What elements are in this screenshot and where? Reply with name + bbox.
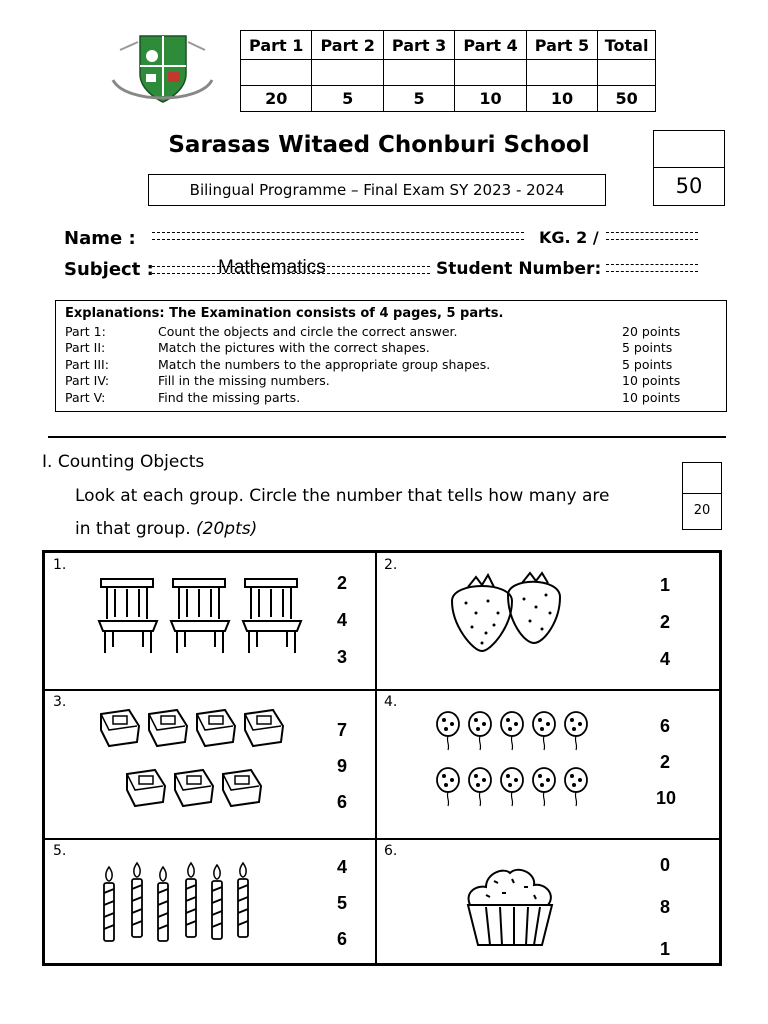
student-number-label: Student Number: [436,259,602,279]
score-header: Total [598,31,656,60]
question-number: 5. [53,843,67,859]
answer-option[interactable]: 4 [337,857,348,877]
answer-option[interactable]: 5 [337,893,348,913]
score-max: 5 [383,86,454,112]
explanation-points: 20 points [622,324,681,339]
section-title: I. Counting Objects [42,452,205,472]
score-header: Part 2 [312,31,383,60]
explanation-desc: Match the numbers to the appropriate group shapes. [158,357,491,372]
question-card [375,689,720,840]
answer-option[interactable]: 4 [660,649,671,669]
question-card [44,689,377,840]
score-blank-cell[interactable] [598,60,656,86]
answer-option[interactable]: 2 [660,752,671,772]
programme-title: Bilingual Programme – Final Exam SY 2023 - 2024 [148,174,606,206]
explanation-points: 5 points [622,340,673,355]
instruction-text: in that group. [75,519,191,539]
question-card [44,552,377,691]
student-number-field[interactable] [606,264,698,272]
candle-icon [101,861,261,941]
class-field[interactable] [606,232,698,240]
question-card [375,552,720,691]
score-blank-cell[interactable] [526,60,597,86]
cupcake-icon [464,861,556,947]
answer-option[interactable]: 1 [660,939,671,959]
explanation-desc: Match the pictures with the correct shapes. [158,340,430,355]
explanation-part: Part IV: [65,373,110,388]
total-score-box [653,130,725,206]
score-header: Part 4 [455,31,526,60]
question-card [375,838,720,964]
explanation-part: Part III: [65,357,109,372]
total-score-blank[interactable] [654,131,724,168]
answer-option[interactable]: 6 [337,929,348,949]
answer-option[interactable]: 9 [337,756,348,776]
school-logo-icon [110,30,215,110]
explanation-points: 10 points [622,390,681,405]
answer-option[interactable]: 10 [656,788,677,808]
answer-option[interactable]: 2 [660,612,671,632]
explanations-box [55,300,727,412]
answer-option[interactable]: 1 [660,575,671,595]
school-title: Sarasas Witaed Chonburi School [168,132,590,158]
explanation-row [65,357,715,373]
pencil-sharpener-icon [99,708,299,814]
section-points-value: 20 [693,503,711,518]
explanation-row [65,390,715,406]
chair-icon [95,575,305,655]
score-blank-cell[interactable] [455,60,526,86]
instruction-line-1: Look at each group. Circle the number that tells how many are [75,486,610,506]
name-field[interactable] [152,232,524,240]
question-number: 4. [384,694,398,710]
answer-option[interactable]: 8 [660,897,671,917]
explanation-row [65,373,715,389]
explanation-points: 5 points [622,357,673,372]
answer-option[interactable]: 0 [660,855,671,875]
question-grid [42,550,722,966]
answer-option[interactable]: 4 [337,610,348,630]
score-max: 5 [312,86,383,112]
answer-option[interactable]: 3 [337,647,348,667]
score-max: 20 [241,86,312,112]
answer-option[interactable]: 6 [337,792,348,812]
score-header: Part 3 [383,31,454,60]
question-number: 2. [384,557,398,573]
score-blank-cell[interactable] [241,60,312,86]
explanation-row [65,340,715,356]
explanation-desc: Fill in the missing numbers. [158,373,330,388]
answer-option[interactable]: 6 [660,716,671,736]
explanation-desc: Count the objects and circle the correct answer. [158,324,458,339]
question-number: 1. [53,557,67,573]
score-max: 50 [598,86,656,112]
subject-value: Mathematics [218,257,326,278]
total-score-value: 50 [675,174,703,198]
explanation-row [65,324,715,340]
explanation-desc: Find the missing parts. [158,390,301,405]
question-number: 3. [53,694,67,710]
name-label: Name : [64,228,136,249]
explanation-part: Part 1: [65,324,106,339]
score-blank-cell[interactable] [383,60,454,86]
score-header: Part 5 [526,31,597,60]
score-blank-cell[interactable] [312,60,383,86]
explanation-part: Part II: [65,340,106,355]
class-label: KG. 2 / [539,228,599,247]
strawberry-icon [446,571,566,653]
balloon-icon [436,710,596,810]
score-max: 10 [455,86,526,112]
question-number: 6. [384,843,398,859]
answer-option[interactable]: 2 [337,573,348,593]
score-table [240,30,656,112]
question-card [44,838,377,964]
instruction-line-2 [75,519,257,539]
score-header: Part 1 [241,31,312,60]
subject-label: Subject : [64,259,154,280]
score-max: 10 [526,86,597,112]
instruction-points: (20pts) [196,519,258,539]
answer-option[interactable]: 7 [337,720,348,740]
section-points-box [682,462,722,530]
explanations-title: Explanations: The Examination consists of 4 pages, 5 parts. [65,306,504,321]
section-score-blank[interactable] [683,463,721,494]
explanation-points: 10 points [622,373,681,388]
section-divider [48,436,726,438]
explanation-part: Part V: [65,390,106,405]
